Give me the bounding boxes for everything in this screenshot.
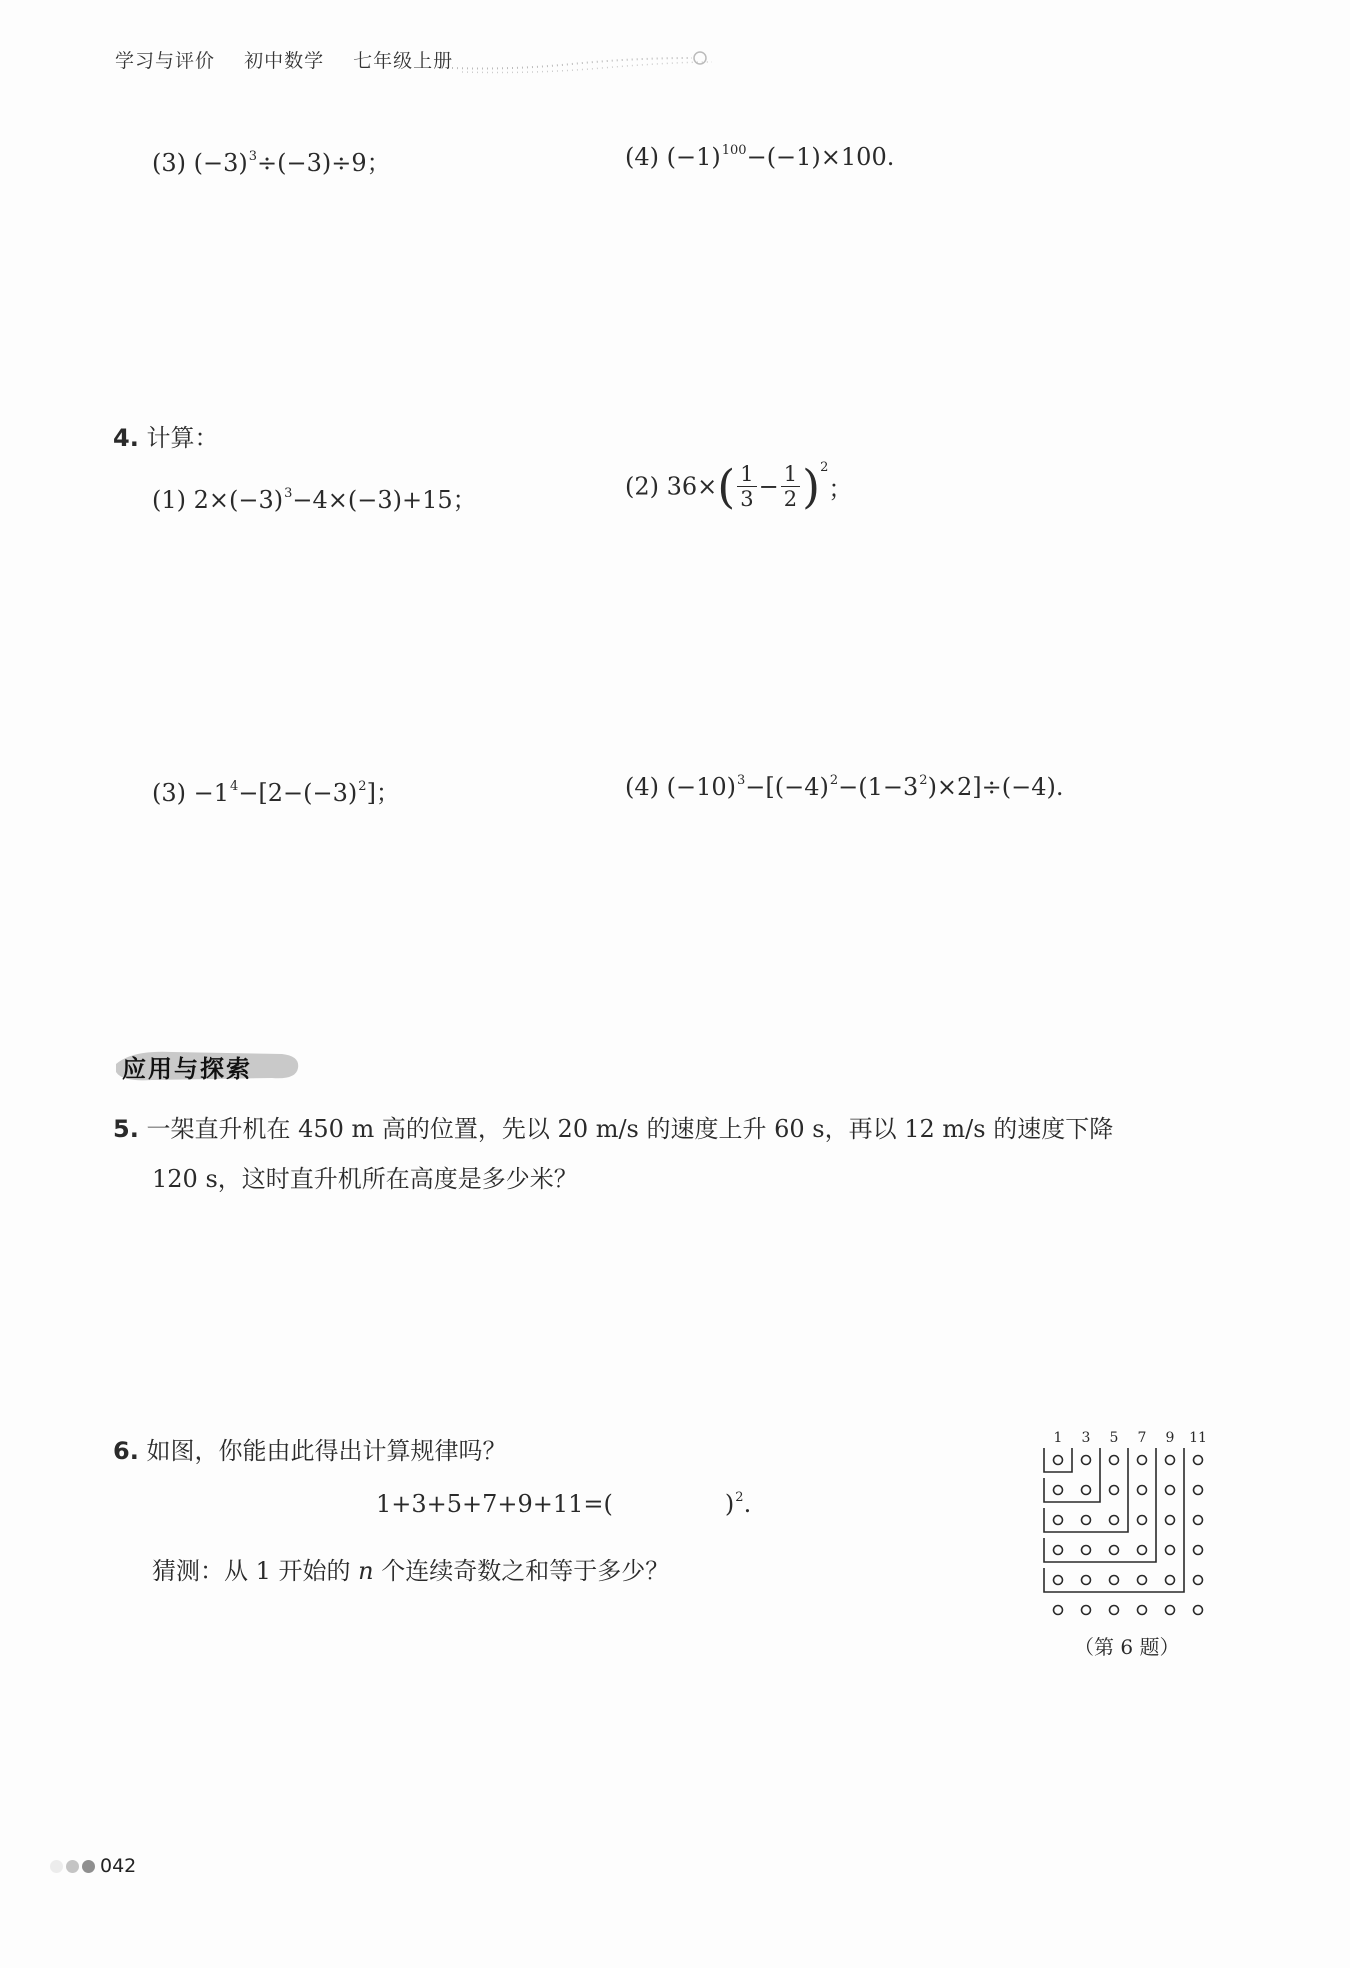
figure-dot [1194, 1456, 1203, 1465]
q4-number: 4. [113, 424, 139, 452]
figure-dot [1166, 1546, 1175, 1555]
figure-dot [1110, 1516, 1119, 1525]
q6-guess: 猜测：从 1 开始的 n 个连续奇数之和等于多少？ [152, 1557, 670, 1585]
figure-dot [1194, 1606, 1203, 1615]
l-shape-dividers [1044, 1448, 1184, 1592]
odd-number-dot-figure [1040, 1424, 1225, 1620]
footer-dot-mid [66, 1860, 79, 1873]
q5-line2: 120 s，这时直升机所在高度是多少米？ [152, 1165, 578, 1193]
figure-dot [1194, 1486, 1203, 1495]
figure-dot [1194, 1516, 1203, 1525]
q6-equation: 1+3+5+7+9+11=( )$^2$. [376, 1490, 752, 1518]
figure-label-7: 7 [1137, 1430, 1147, 1446]
figure-dot [1166, 1516, 1175, 1525]
figure-label-5: 5 [1109, 1430, 1119, 1446]
q3-part3: (3) $(-3)^3\div(-3)\div 9$； [152, 149, 391, 177]
q4-part4: (4) $(-10)^3-[(-4)^2-(1-3^2)\times 2]\div(-4)$. [625, 773, 1064, 801]
figure-dot [1082, 1606, 1091, 1615]
figure-dot [1054, 1516, 1063, 1525]
figure-dot [1110, 1486, 1119, 1495]
q5-line1: 5. 一架直升机在 450 m 高的位置，先以 20 m/s 的速度上升 60 s，再以 12 m/s 的速度下降 [113, 1115, 1114, 1143]
figure-dot [1082, 1546, 1091, 1555]
figure-dot [1138, 1576, 1147, 1585]
figure-label-3: 3 [1081, 1430, 1091, 1446]
figure-dot [1054, 1456, 1063, 1465]
q5-number: 5. [113, 1115, 139, 1143]
figure-dot [1166, 1456, 1175, 1465]
section-title: 应用与探索 [122, 1055, 252, 1083]
figure-dot [1054, 1486, 1063, 1495]
fraction-one-half: $\frac{1}{2}$ [781, 462, 800, 511]
figure-caption: （第 6 题） [1074, 1635, 1180, 1659]
header-grade: 七年级上册 [353, 50, 454, 72]
figure-dot [1110, 1576, 1119, 1585]
figure-dot [1138, 1456, 1147, 1465]
figure-dot [1110, 1456, 1119, 1465]
figure-dot [1110, 1606, 1119, 1615]
figure-dot [1138, 1546, 1147, 1555]
figure-dot [1054, 1606, 1063, 1615]
footer-dot-dark [82, 1860, 95, 1873]
figure-dot [1194, 1576, 1203, 1585]
figure-dot [1054, 1576, 1063, 1585]
q4-title: 计算： [146, 424, 219, 452]
figure-dot [1166, 1486, 1175, 1495]
q6-number: 6. [113, 1437, 139, 1465]
fraction-one-third: $\frac{1}{3}$ [737, 462, 756, 511]
page-footer [50, 1855, 136, 1877]
q4-part2: (2) 36×( $\frac{1}{3}$ − $\frac{1}{2}$ )$^2$； [625, 459, 853, 514]
figure-dot [1082, 1486, 1091, 1495]
figure-dot [1138, 1486, 1147, 1495]
figure-dot [1054, 1546, 1063, 1555]
figure-dot [1082, 1456, 1091, 1465]
figure-dot [1194, 1546, 1203, 1555]
figure-dot [1082, 1516, 1091, 1525]
figure-dot [1166, 1576, 1175, 1585]
figure-dot [1082, 1576, 1091, 1585]
page-number: 042 [100, 1855, 137, 1877]
header-dotted-flourish [452, 50, 728, 78]
figure-dot [1138, 1606, 1147, 1615]
q4-heading [113, 418, 218, 453]
footer-dot-light [50, 1860, 63, 1873]
header-subject: 初中数学 [244, 50, 325, 72]
header-series: 学习与评价 [115, 50, 216, 72]
figure-dot [1138, 1516, 1147, 1525]
figure-dot [1110, 1546, 1119, 1555]
figure-label-9: 9 [1165, 1430, 1175, 1446]
q4-part3: $(3) -1^4-[2-(-3)^2]$； [152, 779, 400, 807]
q3-part4: (4) $(-1)^{100}-(-1)\times 100$. [625, 143, 895, 171]
q6-line1: 6. 如图，你能由此得出计算规律吗？ [113, 1437, 507, 1465]
q4-part1: (1) $2\times(-3)^3-4\times(-3)+15$； [152, 486, 477, 514]
figure-dot [1166, 1606, 1175, 1615]
figure-label-1: 1 [1053, 1430, 1063, 1446]
running-header [115, 46, 475, 73]
figure-label-11: 11 [1189, 1430, 1207, 1446]
